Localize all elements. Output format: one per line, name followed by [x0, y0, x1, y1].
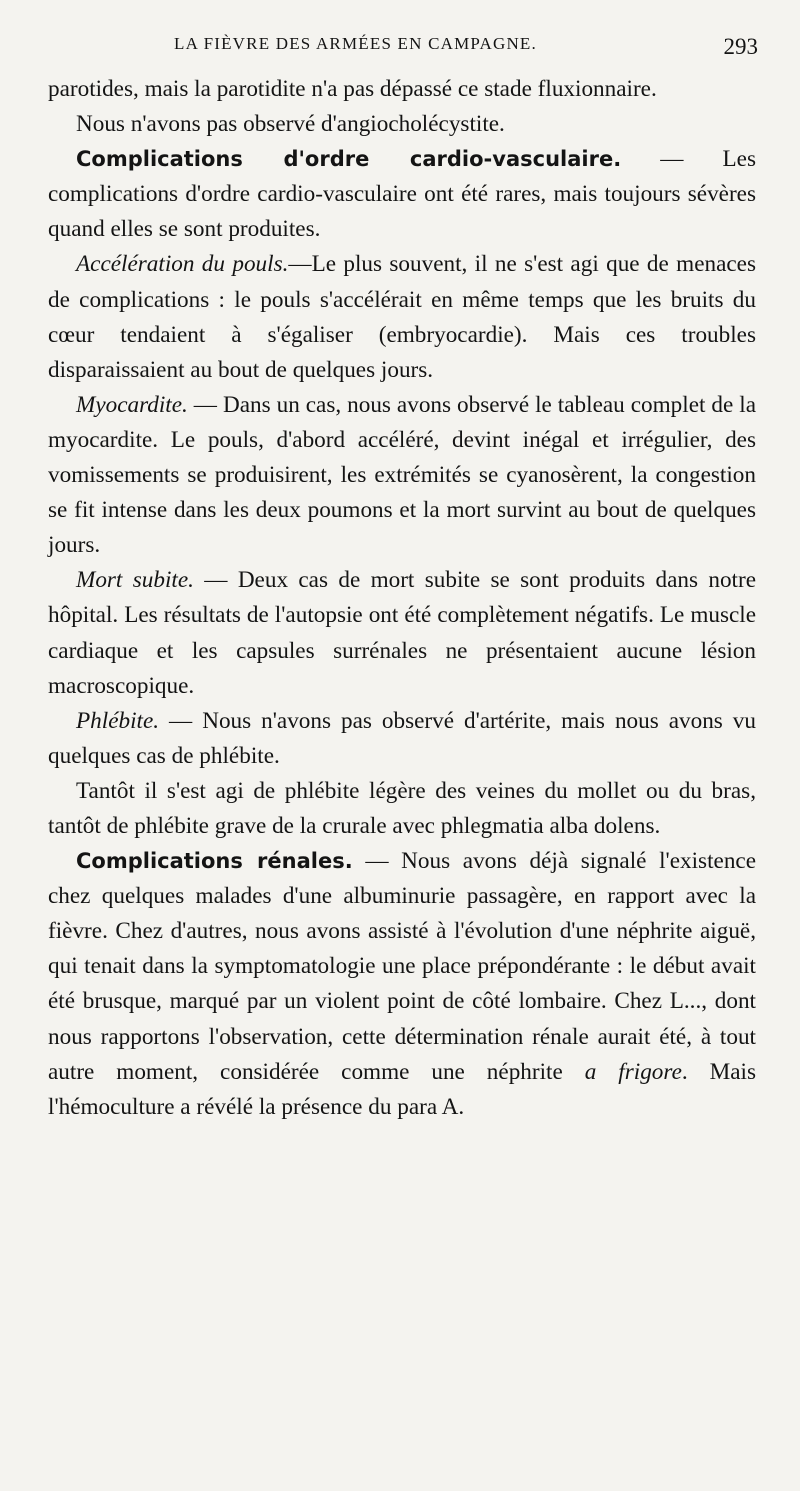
paragraph-phlebite — [48, 704, 756, 774]
paragraph-text: — Les complications d'ordre cardio-vasculaire ont été rares, mais toujours sévères quand elles se sont produites. — [48, 146, 756, 243]
body-text — [48, 72, 756, 1125]
subheading-mort-subite: Mort subite. — [76, 567, 194, 594]
paragraph-text: — Nous n'avons pas observé d'artérite, mais nous avons vu quelques cas de phlébite. — [48, 707, 756, 769]
paragraph-text: — Nous avons déjà signalé l'existence chez quelques malades d'une albuminurie passagère, en rapport avec la fièvre. Chez d'autres, nous avons assisté à l'évolution d'une néphrite aiguë, qui tenait dans la symptomatologie une place prépondérante : le début avait été brusque, marqué par un violent point de côté lombaire. Chez L..., dont nous rapportons l'observation, cette détermination rénale aurait été, à tout autre moment, considérée comme une néphrite — [48, 848, 756, 1085]
subheading-phlebite: Phlébite. — [76, 707, 160, 734]
subheading-acceleration-pouls: Accélération du pouls. — [76, 251, 289, 278]
paragraph-acceleration-pouls — [48, 247, 756, 387]
paragraph-text: —Le plus souvent, il ne s'est agi que de menaces de complications : le pouls s'accélérait en même temps que les bruits du cœur tendaient à s'égaliser (embryocardie). Mais ces troubles disparaissaient au bout de quelques jours. — [48, 251, 756, 383]
paragraph-mort-subite — [48, 563, 756, 703]
section-heading-cardio-vasculaire: Complications d'ordre cardio-vasculaire. — [76, 147, 622, 172]
paragraph-myocardite — [48, 388, 756, 563]
paragraph-parotides: parotides, mais la parotidite n'a pas dépassé ce stade fluxionnaire. — [48, 76, 657, 102]
paragraph-angiocholecystite: Nous n'avons pas observé d'angiocholécystite. — [76, 111, 505, 138]
paragraph-text: . Mais l'hémoculture a révélé la présence du para A. — [48, 1058, 756, 1120]
paragraph-text: — Dans un cas, nous avons observé le tableau complet de la myocardite. Le pouls, d'abord accéléré, devint inégal et irrégulier, des vomissements se produisirent, les extrémités se cyanosèrent, la congestion se fit intense dans les deux poumons et la mort survint au bout de quelques jours. — [48, 391, 756, 559]
italic-term-a-frigore: a frigore — [584, 1058, 682, 1085]
running-title: LA FIÈVRE DES ARMÉES EN CAMPAGNE. — [174, 34, 537, 53]
subheading-myocardite: Myocardite. — [76, 391, 188, 418]
paragraph-cardio-vasculaire — [48, 142, 756, 247]
page-number: 293 — [723, 34, 758, 59]
paragraph-complications-renales — [48, 844, 756, 1125]
paragraph-text: — Deux cas de mort subite se sont produits dans notre hôpital. Les résultats de l'autopsie ont été complètement négatifs. Le muscle cardiaque et les capsules surrénales ne présentaient aucune lésion macroscopique. — [48, 567, 756, 699]
paragraph-phlebite-details: Tantôt il s'est agi de phlébite légère des veines du mollet ou du bras, tantôt de phlébite grave de la crurale avec phlegmatia alba dolens. — [48, 777, 756, 839]
running-head — [48, 34, 758, 66]
section-heading-complications-renales: Complications rénales. — [76, 849, 353, 874]
